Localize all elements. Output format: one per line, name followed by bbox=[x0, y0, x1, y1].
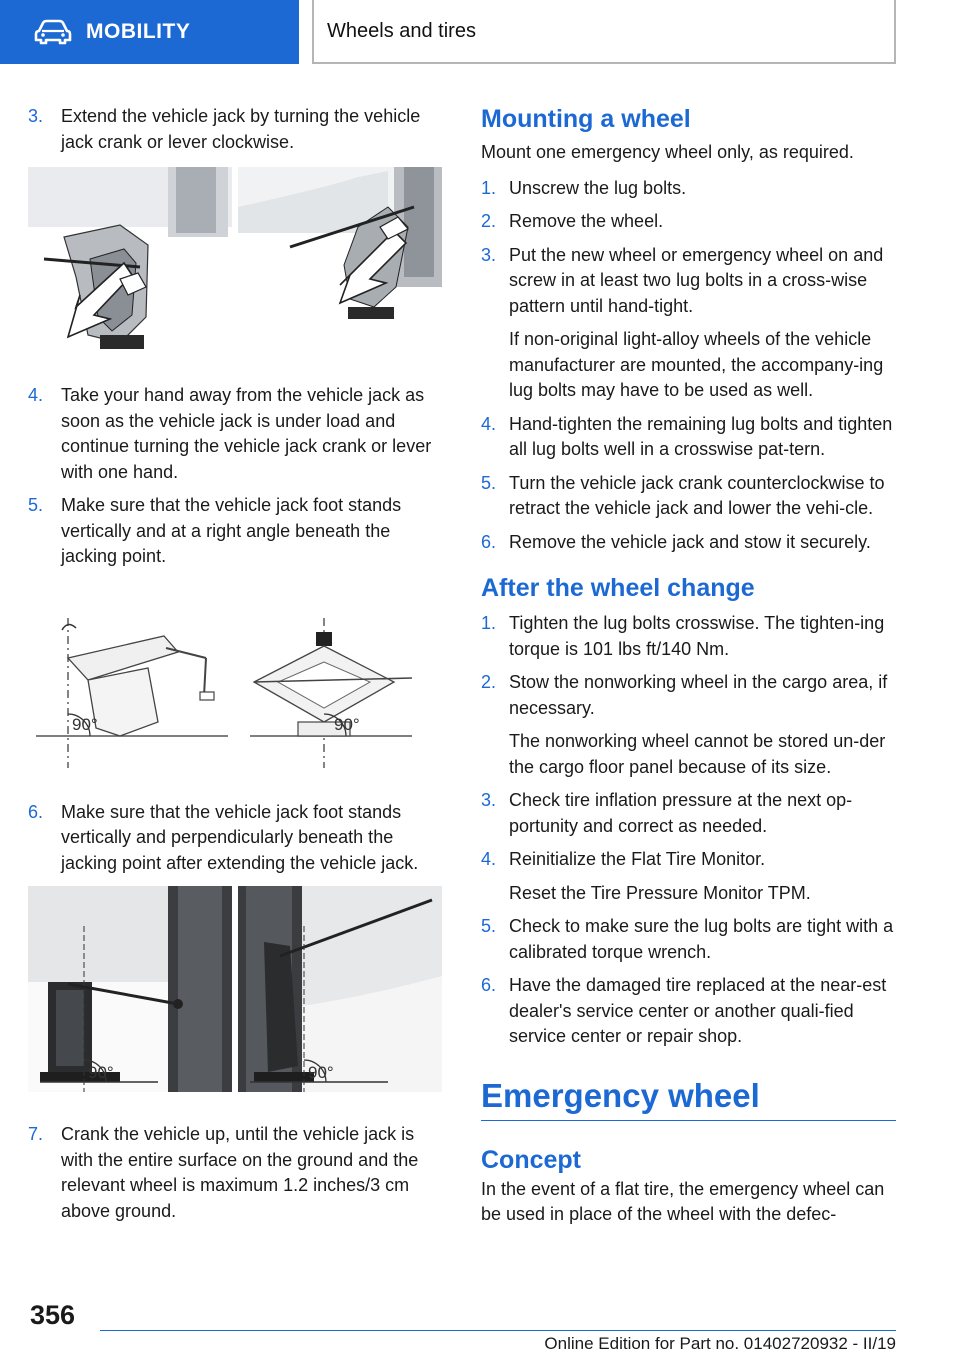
step-text: Make sure that the vehicle jack foot stands vertically and perpendicularly beneath the jacking point after extending the vehicle jack. bbox=[61, 801, 419, 873]
step-item bbox=[28, 493, 446, 570]
step-text: Reinitialize the Flat Tire Monitor. bbox=[509, 849, 766, 869]
figure-jack-perpendicular bbox=[28, 886, 446, 1092]
step-text: Tighten the lug bolts crosswise. The tighten‐ing torque is 101 lbs ft/140 Nm. bbox=[509, 613, 885, 659]
figure-jack-right-angle bbox=[28, 618, 446, 768]
step-text: Check to make sure the lug bolts are tight with a calibrated torque wrench. bbox=[509, 916, 894, 962]
page-number: 356 bbox=[30, 1300, 76, 1330]
step-number: 7. bbox=[28, 1124, 44, 1144]
jack-right-angle-diagram bbox=[28, 618, 442, 768]
section-heading-mounting: Mounting a wheel bbox=[481, 105, 691, 133]
step-note: If non-original light-alloy wheels of the vehicle manufacturer are mounted, the accompany‐ing lug bolts may have to be used as well. bbox=[509, 329, 884, 400]
chapter-title: Wheels and tires bbox=[312, 0, 896, 64]
step-text: Stow the nonworking wheel in the cargo area, if necessary. bbox=[509, 672, 888, 718]
section-heading-after: After the wheel change bbox=[481, 574, 755, 602]
step-number: 2. bbox=[481, 672, 497, 692]
step-item bbox=[28, 800, 446, 877]
step-number: 6. bbox=[481, 531, 497, 552]
chapter-heading-emergency-wheel: Emergency wheel bbox=[481, 1076, 896, 1121]
step-text: Crank the vehicle up, until the vehicle jack is with the entire surface on the ground and the relevant wheel is maximum 1.2 inches/3 cm above ground. bbox=[61, 1124, 419, 1221]
step-text: Check tire inflation pressure at the next op‐portunity and correct as needed. bbox=[509, 790, 853, 836]
car-icon bbox=[34, 19, 72, 45]
left-column bbox=[28, 104, 446, 1232]
step-note: The nonworking wheel cannot be stored un‐der the cargo floor panel because of its size. bbox=[509, 731, 886, 777]
footer-divider bbox=[100, 1330, 896, 1331]
step-number: 1. bbox=[481, 177, 497, 198]
step-number: 5. bbox=[481, 472, 497, 493]
step-item bbox=[481, 670, 896, 721]
step-number: 3. bbox=[481, 244, 497, 265]
step-item bbox=[481, 788, 896, 839]
concept-text: In the event of a flat tire, the emergency wheel can be used in place of the wheel with the defec‐ bbox=[481, 1178, 885, 1224]
step-item bbox=[28, 104, 446, 155]
section-tab[interactable] bbox=[0, 0, 299, 64]
step-number: 5. bbox=[28, 495, 44, 515]
step-number: 1. bbox=[481, 613, 497, 633]
step-number: 6. bbox=[481, 975, 497, 995]
step-text: Turn the vehicle jack crank counterclockwise to retract the vehicle jack and lower the vehi‐cle. bbox=[509, 472, 885, 518]
step-item bbox=[481, 176, 896, 202]
step-item bbox=[481, 412, 896, 463]
step-number: 5. bbox=[481, 916, 497, 936]
step-item bbox=[28, 383, 446, 485]
step-item bbox=[481, 611, 896, 662]
step-number: 6. bbox=[28, 801, 44, 822]
step-text: Have the damaged tire replaced at the near‐est dealer's service center or another quali‐fied service center or repair shop. bbox=[509, 975, 887, 1046]
step-number: 3. bbox=[481, 790, 497, 810]
mounting-intro: Mount one emergency wheel only, as required. bbox=[481, 142, 854, 162]
section-heading-concept: Concept bbox=[481, 1145, 581, 1174]
step-text: Extend the vehicle jack by turning the vehicle jack crank or lever clockwise. bbox=[61, 106, 421, 152]
step-item bbox=[481, 973, 896, 1050]
step-text: Make sure that the vehicle jack foot stands vertically and at a right angle beneath the jacking point. bbox=[61, 495, 402, 566]
step-note: Reset the Tire Pressure Monitor TPM. bbox=[509, 882, 811, 903]
step-item bbox=[481, 914, 896, 965]
step-item bbox=[481, 530, 896, 556]
step-item bbox=[481, 243, 896, 320]
step-number: 4. bbox=[28, 385, 44, 405]
step-number: 4. bbox=[481, 849, 497, 869]
step-text: Put the new wheel or emergency wheel on and screw in at least two lug bolts in a cross‐wise pattern until hand-tight. bbox=[509, 244, 884, 316]
jack-extend-illustration bbox=[28, 167, 442, 363]
angle-label: 90° bbox=[308, 1063, 334, 1082]
step-number: 2. bbox=[481, 211, 497, 231]
step-text: Remove the wheel. bbox=[509, 211, 664, 231]
jack-perpendicular-photo bbox=[28, 886, 442, 1092]
angle-label: 90° bbox=[72, 714, 98, 734]
step-item bbox=[481, 209, 896, 235]
step-text: Remove the vehicle jack and stow it securely. bbox=[509, 531, 871, 552]
step-number: 4. bbox=[481, 413, 497, 434]
angle-label: 90° bbox=[334, 714, 360, 734]
step-text: Hand-tighten the remaining lug bolts and tighten all lug bolts well in a crosswise pat‐tern. bbox=[509, 413, 893, 459]
figure-jack-extend bbox=[28, 167, 446, 363]
page-header bbox=[0, 0, 960, 66]
angle-label: 90° bbox=[88, 1063, 114, 1082]
step-number: 3. bbox=[28, 106, 44, 126]
edition-info: Online Edition for Part no. 01402720932 - II/19 bbox=[544, 1334, 896, 1353]
step-item bbox=[481, 471, 896, 522]
step-item bbox=[481, 847, 896, 873]
step-text: Unscrew the lug bolts. bbox=[509, 177, 687, 198]
right-column bbox=[481, 104, 896, 1228]
step-text: Take your hand away from the vehicle jack as soon as the vehicle jack is under load and continue turning the vehicle jack crank or lever with one hand. bbox=[61, 385, 432, 482]
step-item bbox=[28, 1122, 446, 1224]
section-label: MOBILITY bbox=[86, 20, 191, 43]
